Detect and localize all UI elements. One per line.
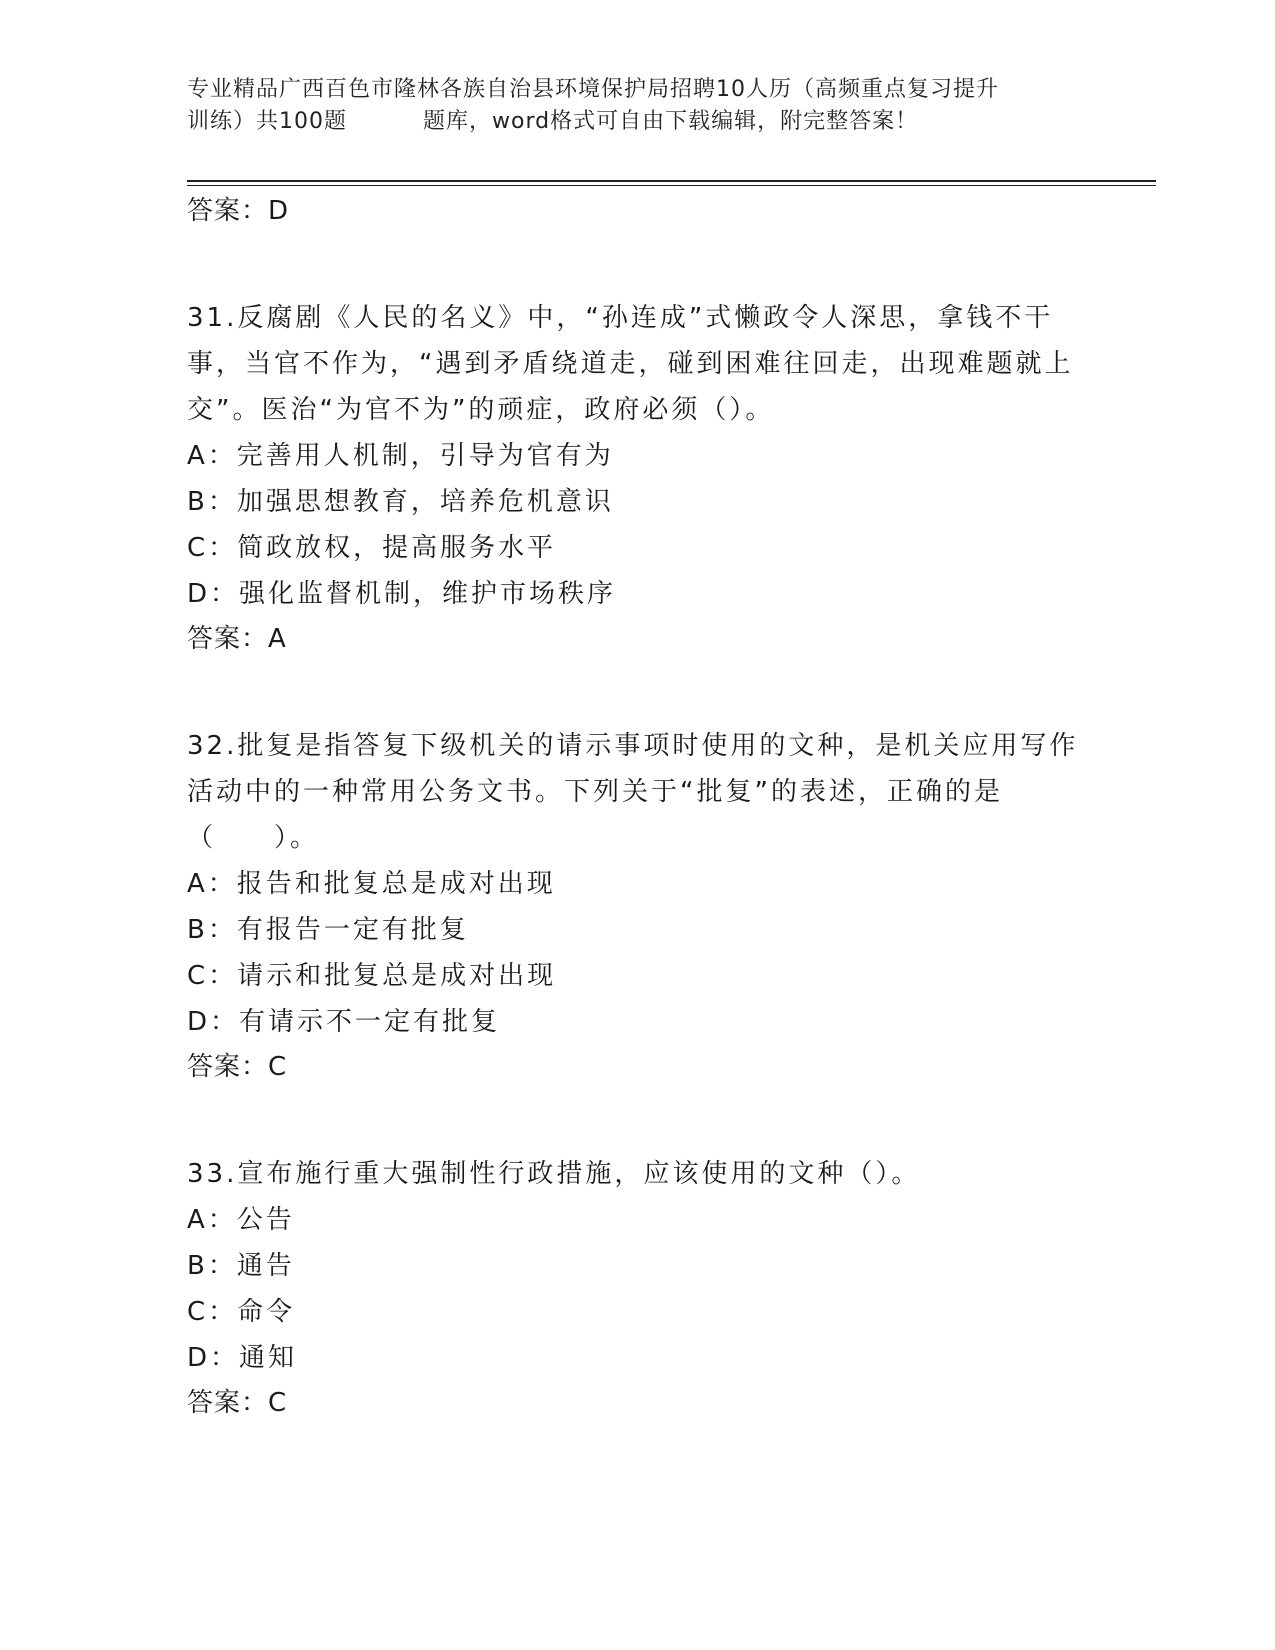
document-body	[187, 193, 1087, 1421]
previous-answer: 答案：D	[187, 196, 290, 226]
option-d: D：通知	[187, 1343, 298, 1373]
page-header	[187, 74, 1087, 138]
question-text: 33.宣布施行重大强制性行政措施，应该使用的文种（）。	[187, 1159, 921, 1189]
question-answer: 答案：C	[187, 1388, 288, 1418]
option-d: D：强化监督机制，维护市场秩序	[187, 579, 617, 609]
option-b: B：有报告一定有批复	[187, 915, 469, 945]
question-32	[187, 723, 1087, 1085]
question-text: 32.批复是指答复下级机关的请示事项时使用的文种，是机关应用写作活动中的一种常用公务文书。下列关于“批复”的表述，正确的是（ ）。	[187, 731, 1079, 853]
header-line-2-left: 训练）共100题	[187, 109, 347, 134]
header-line-2	[187, 106, 1087, 138]
header-line-2-right: 题库，word格式可自由下载编辑，附完整答案！	[423, 109, 919, 134]
option-b: B：通告	[187, 1251, 295, 1281]
header-divider	[187, 180, 1156, 182]
option-a: A：公告	[187, 1205, 295, 1235]
question-31	[187, 295, 1087, 657]
option-c: C：请示和批复总是成对出现	[187, 961, 557, 991]
option-d: D：有请示不一定有批复	[187, 1007, 501, 1037]
option-a: A：完善用人机制，引导为官有为	[187, 441, 614, 471]
question-answer: 答案：C	[187, 1052, 288, 1082]
question-33	[187, 1151, 1087, 1421]
option-b: B：加强思想教育，培养危机意识	[187, 487, 614, 517]
question-answer: 答案：A	[187, 624, 287, 654]
option-c: C：简政放权，提高服务水平	[187, 533, 557, 563]
question-text: 31.反腐剧《人民的名义》中，“孙连成”式懒政令人深思，拿钱不干事，当官不作为，“遇到矛盾绕道走，碰到困难往回走，出现难题就上交”。医治“为官不为”的顽症，政府必须（）。	[187, 303, 1074, 425]
option-a: A：报告和批复总是成对出现	[187, 869, 556, 899]
header-divider-thin	[187, 185, 1156, 186]
option-c: C：命令	[187, 1297, 296, 1327]
header-line-1: 专业精品广西百色市隆林各族自治县环境保护局招聘10人历（高频重点复习提升	[187, 77, 999, 102]
